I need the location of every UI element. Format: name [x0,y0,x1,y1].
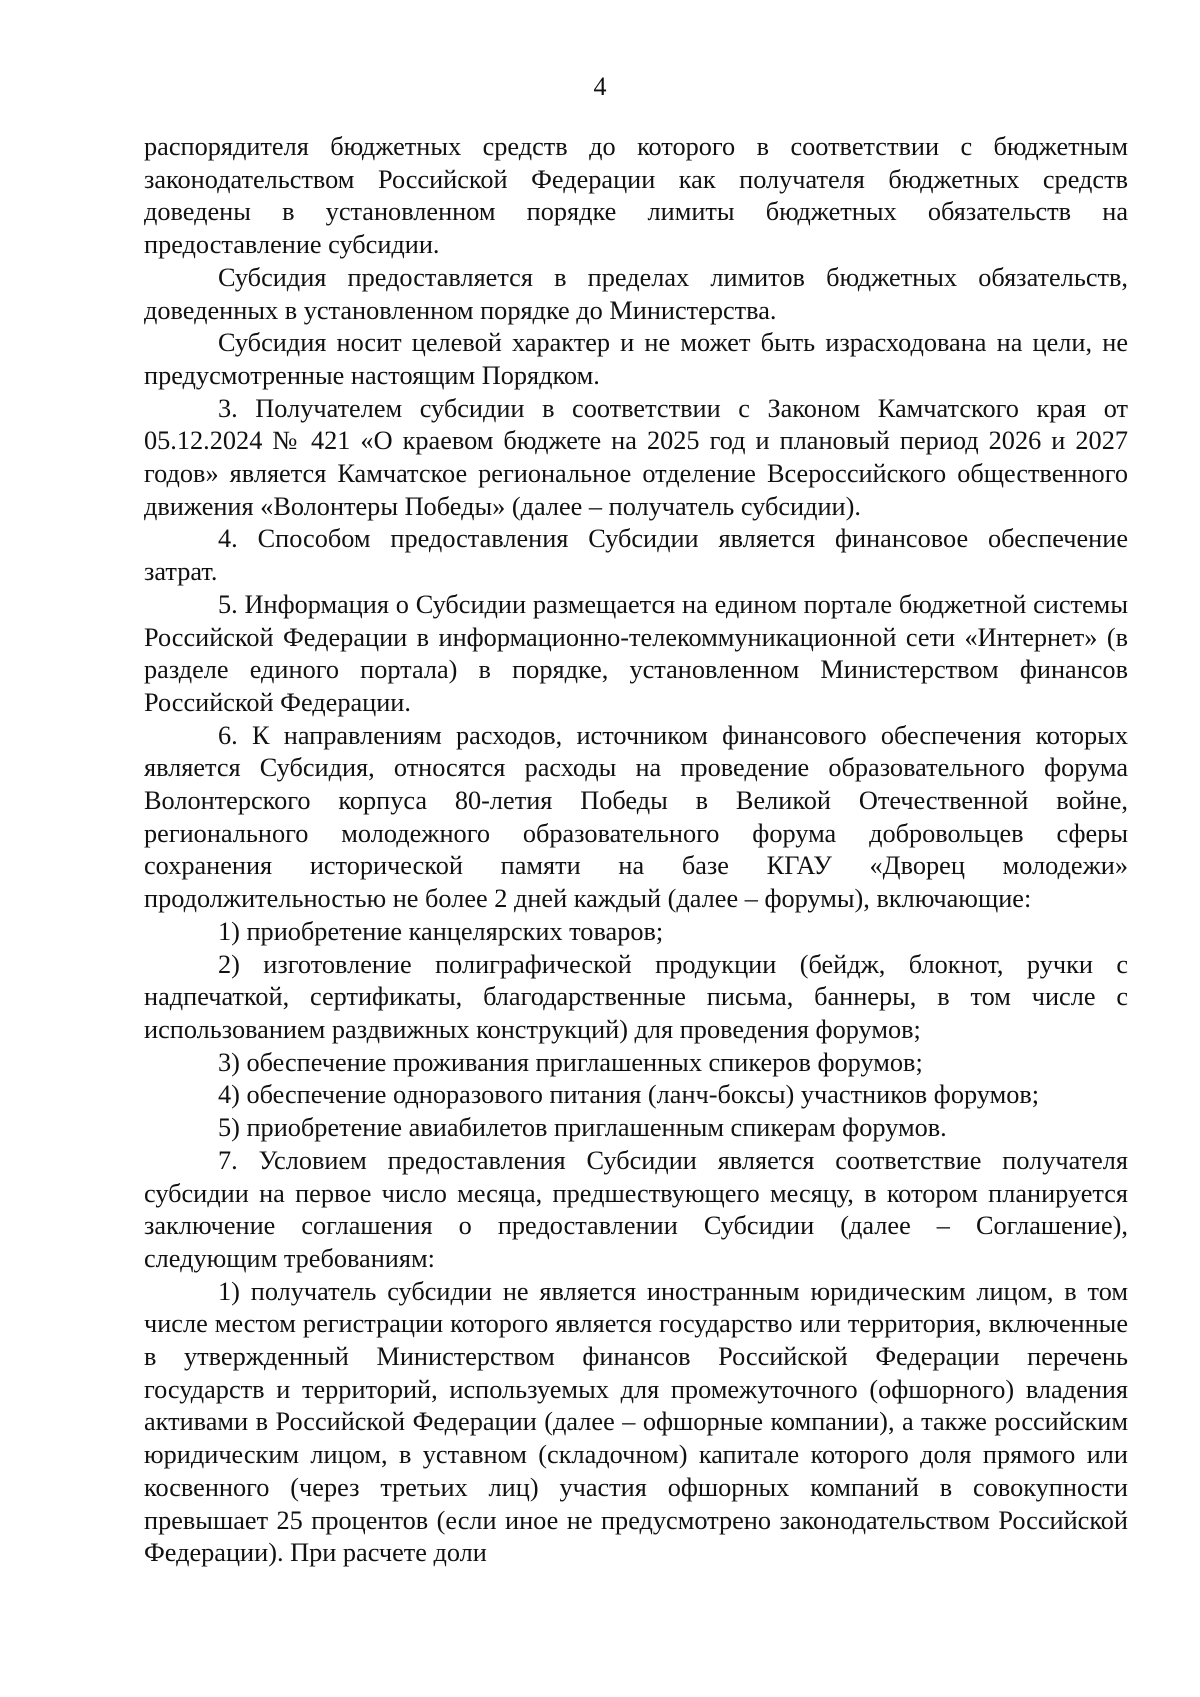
paragraph: 7. Условием предоставления Субсидии является соответствие получателя субсидии на первое число месяца, предшествующего месяцу, в котором планируется заключение соглашения о предоставлении Субсидии (далее – Соглашение), следующим требованиям: [144,1145,1128,1273]
paragraph: 4. Способом предоставления Субсидии является финансовое обеспечение затрат. [144,524,1128,587]
paragraph: Субсидия предоставляется в пределах лимитов бюджетных обязательств, доведенных в установленном порядке до Министерства. [144,262,1128,325]
paragraph: Субсидия носит целевой характер и не может быть израсходована на цели, не предусмотренные настоящим Порядком. [144,328,1128,390]
paragraph: 3. Получателем субсидии в соответствии с Законом Камчатского края от 05.12.2024 № 421 «О краевом бюджете на 2025 год и плановый период 2026 и 2027 годов» является Камчатское региональное отделение Всероссийского общественного движения «Волонтеры Победы» (далее – получатель субсидии). [144,393,1128,521]
paragraph: 6. К направлениям расходов, источником финансового обеспечения которых является Субсидия, относятся расходы на проведение образовательного форума Волонтерского корпуса 80-летия Победы в Великой Отечественной войне, регионального молодежного образовательного форума добровольцев сферы сохранения исторической памяти на базе КГАУ «Дворец молодежи» продолжительностью не более 2 дней каждый (далее – форумы), включающие: [144,720,1128,914]
paragraph: 5. Информация о Субсидии размещается на едином портале бюджетной системы Российской Федерации в информационно-телекоммуникационной сети «Интернет» (в разделе единого портала) в порядке, установленном Министерством финансов Российской Федерации. [144,589,1128,717]
paragraph: 1) приобретение канцелярских товаров; [218,916,664,946]
paragraph: распорядителя бюджетных средств до которого в соответствии с бюджетным законодательством Российской Федерации как получателя бюджетных средств доведены в установленном порядке лимиты бюджетных обязательств на предоставление субсидии. [144,132,1128,260]
paragraph: 3) обеспечение проживания приглашенных спикеров форумов; [218,1047,923,1077]
document-body [144,131,1128,1570]
paragraph: 5) приобретение авиабилетов приглашенным спикерам форумов. [218,1113,947,1143]
paragraph: 1) получатель субсидии не является иностранным юридическим лицом, в том числе местом регистрации которого является государство или территория, включенные в утвержденный Министерством финансов Российской Федерации перечень государств и территорий, используемых для промежуточного (офшорного) владения активами в Российской Федерации (далее – офшорные компании), а также российским юридическим лицом, в уставном (складочном) капитале которого доля прямого или косвенного (через третьих лиц) участия офшорных компаний в совокупности превышает 25 процентов (если иное не предусмотрено законодательством Российской Федерации). При расчете доли [144,1276,1128,1568]
paragraph: 2) изготовление полиграфической продукции (бейдж, блокнот, ручки с надпечаткой, сертификаты, благодарственные письма, баннеры, в том числе с использованием раздвижных конструкций) для проведения форумов; [144,949,1128,1044]
paragraph: 4) обеспечение одноразового питания (ланч-боксы) участников форумов; [218,1080,1040,1110]
page-number: 4 [593,72,607,101]
